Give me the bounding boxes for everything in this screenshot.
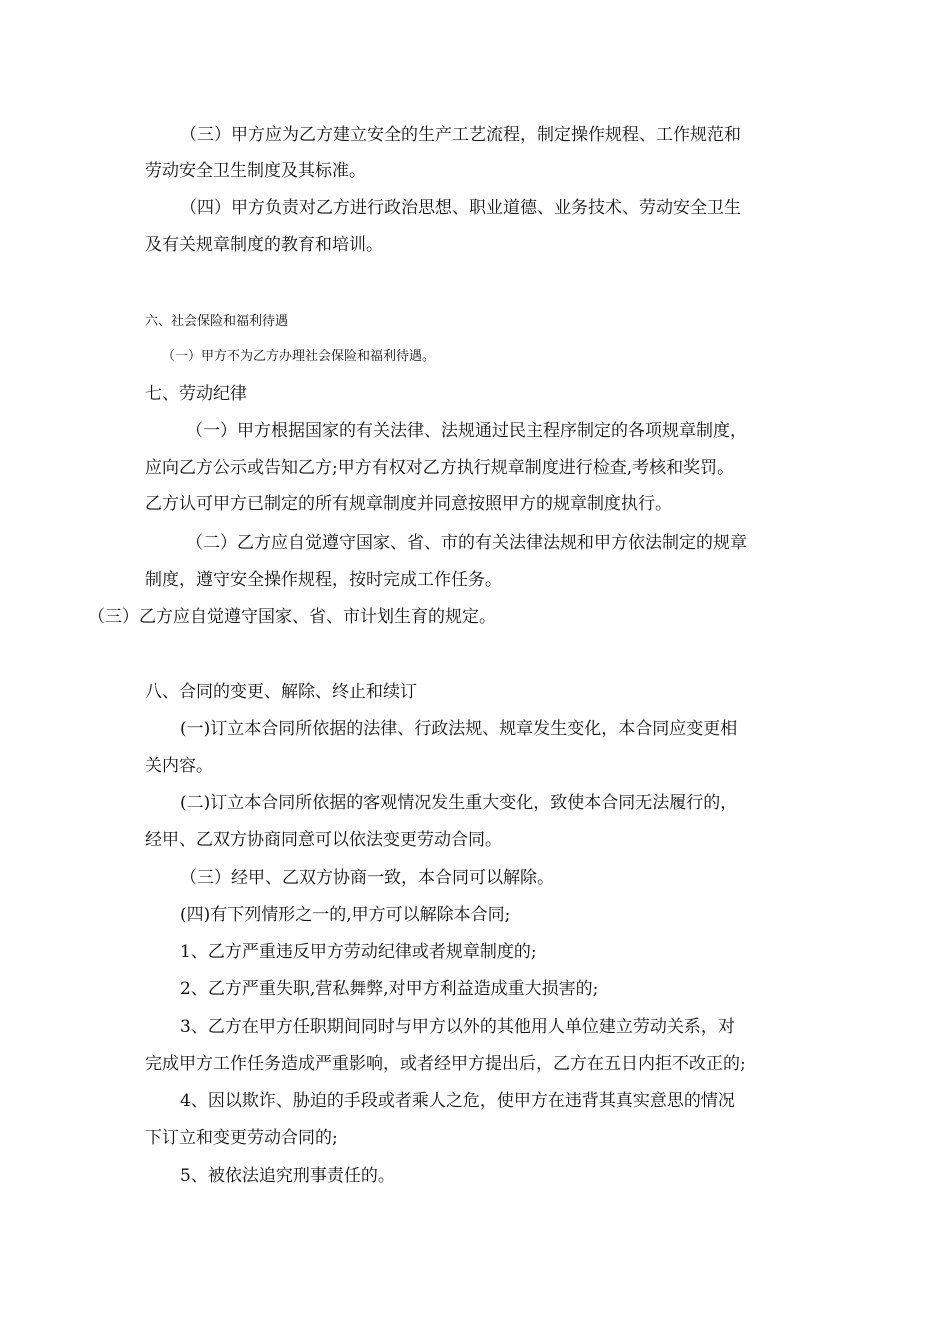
clause-7-2-line-1: （二）乙方应自觉遵守国家、省、市的有关法律法规和甲方依法制定的规章 — [186, 533, 747, 553]
clause-8-1-line-2: 关内容。 — [145, 756, 213, 776]
clause-8-1-line-1: (一)订立本合同所依据的法律、行政法规、规章发生变化，本合同应变更相 — [180, 719, 738, 739]
section-8-heading: 八、合同的变更、解除、终止和续订 — [145, 682, 417, 702]
clause-5-3-line-2: 劳动安全卫生制度及其标准。 — [145, 161, 366, 181]
clause-7-1-line-1: （一）甲方根据国家的有关法律、法规通过民主程序制定的各项规章制度， — [186, 421, 747, 441]
clause-8-4-item-4-line-2: 下订立和变更劳动合同的; — [145, 1128, 338, 1148]
clause-8-3: （三）经甲、乙双方协商一致，本合同可以解除。 — [180, 868, 554, 888]
clause-7-2-line-2: 制度，遵守安全操作规程，按时完成工作任务。 — [145, 570, 502, 590]
clause-8-4-item-4-line-1: 4、因以欺诈、胁迫的手段或者乘人之危，使甲方在违背其真实意思的情况 — [180, 1091, 735, 1111]
section-6-heading: 六、社会保险和福利待遇 — [145, 314, 289, 329]
clause-5-4-line-2: 及有关规章制度的教育和培训。 — [145, 235, 383, 255]
clause-8-2-line-1: (二)订立本合同所依据的客观情况发生重大变化，致使本合同无法履行的， — [180, 793, 738, 813]
clause-8-4-item-2: 2、乙方严重失职,营私舞弊,对甲方利益造成重大损害的; — [180, 979, 599, 999]
clause-5-3-line-1: （三）甲方应为乙方建立安全的生产工艺流程，制定操作规程、工作规范和 — [180, 125, 741, 145]
clause-8-4-item-3-line-2: 完成甲方工作任务造成严重影响，或者经甲方提出后，乙方在五日内拒不改正的; — [145, 1054, 746, 1074]
clause-8-4-item-5: 5、被依法追究刑事责任的。 — [180, 1166, 395, 1186]
clause-8-4-item-3-line-1: 3、乙方在甲方任职期间同时与甲方以外的其他用人单位建立劳动关系，对 — [180, 1017, 735, 1037]
clause-7-3: （三）乙方应自觉遵守国家、省、市计划生育的规定。 — [88, 607, 496, 627]
clause-8-2-line-2: 经甲、乙双方协商同意可以依法变更劳动合同。 — [145, 830, 502, 850]
section-7-heading: 七、劳动纪律 — [145, 384, 247, 404]
clause-7-1-line-2: 应向乙方公示或告知乙方;甲方有权对乙方执行规章制度进行检查,考核和奖罚。 — [145, 458, 735, 478]
clause-5-4-line-1: （四）甲方负责对乙方进行政治思想、职业道德、业务技术、劳动安全卫生 — [180, 198, 741, 218]
clause-6-1: （一）甲方不为乙方办理社会保险和福利待遇。 — [162, 349, 436, 364]
clause-8-4-item-1: 1、乙方严重违反甲方劳动纪律或者规章制度的; — [180, 942, 537, 962]
clause-7-1-line-3: 乙方认可甲方已制定的所有规章制度并同意按照甲方的规章制度执行。 — [145, 494, 672, 514]
clause-8-4: (四)有下列情形之一的,甲方可以解除本合同; — [180, 905, 511, 925]
